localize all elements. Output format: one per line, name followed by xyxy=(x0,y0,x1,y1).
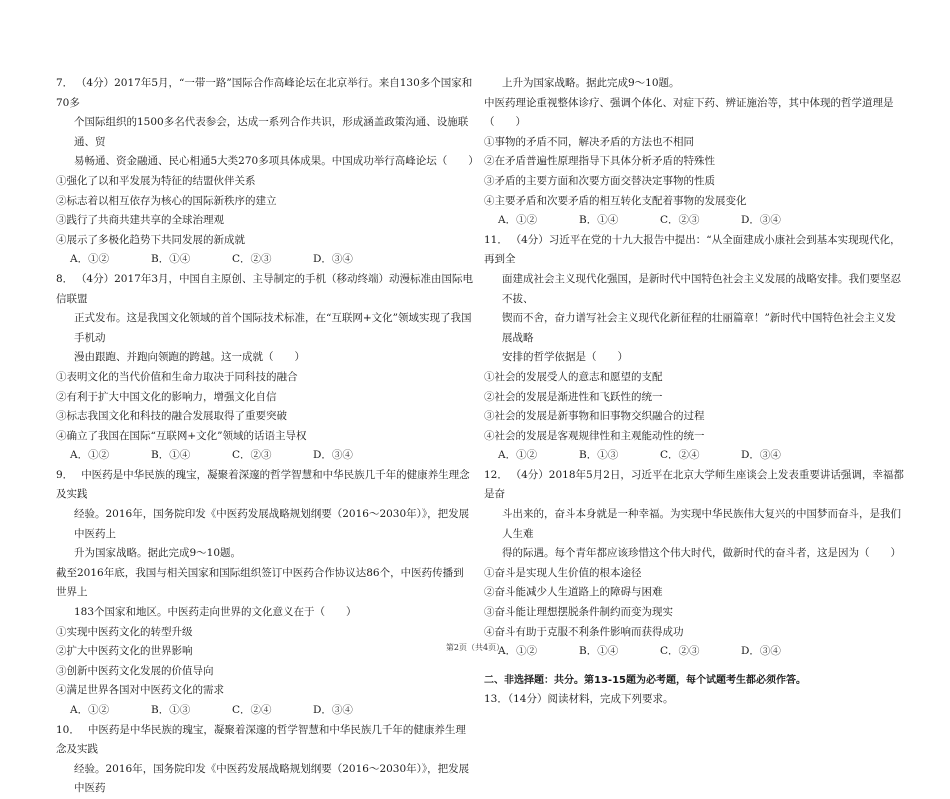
answer-choices xyxy=(484,211,904,231)
answer-b: B．①④ xyxy=(579,214,619,227)
question-stem: 183个国家和地区。中医药走向世界的文化意义在于（ ） xyxy=(74,606,357,619)
option: ②扩大中医药文化的世界影响 xyxy=(56,645,193,658)
answer-a: A．①② xyxy=(70,704,110,716)
answer-d: D．③④ xyxy=(313,253,353,266)
question-8 xyxy=(56,270,474,368)
question-number: 10． xyxy=(56,723,80,736)
option: ①实现中医药文化的转型升级 xyxy=(56,625,193,638)
answer-b: B．①④ xyxy=(151,253,191,266)
question-text: 易畅通、资金融通、民心相通5大类270多项具体成果。中国成功举行高峰论坛（ ） xyxy=(74,155,479,168)
question-text: 上升为国家战略。据此完成9～10题。 xyxy=(502,77,680,89)
question-text: 漫由跟跑、并跑向领跑的跨越。这一成就（ ） xyxy=(74,351,305,364)
option: ①强化了以和平发展为特征的结盟伙伴关系 xyxy=(56,174,256,187)
option: ①奋斗是实现人生价值的根本途径 xyxy=(484,566,642,579)
answer-choices xyxy=(56,446,474,466)
question-text: 面建成社会主义现代化强国，是新时代中国特色社会主义发展的战略安排。我们要坚忍不拔、 xyxy=(502,272,901,305)
question-text: 正式发布。这是我国文化领域的首个国际技术标准，在“互联网+文化”领域实现了我国手机动 xyxy=(74,312,472,344)
question-text: （4分）2018年5月2日，习近平在北京大学师生座谈会上发表重要讲话强调，幸福都是奋 xyxy=(484,468,904,501)
option: ②标志着以相互依存为核心的国际新秩序的建立 xyxy=(56,194,277,207)
option: ④奋斗有助于克服不利条件影响而获得成功 xyxy=(484,625,684,638)
option: ③践行了共商共建共享的全球治理观 xyxy=(56,214,224,227)
question-text: 中医药是中华民族的瑰宝，凝聚着深邃的哲学智慧和中华民族几千年的健康养生理念及实践 xyxy=(56,723,466,756)
answer-a: A．①② xyxy=(498,214,538,227)
right-column xyxy=(484,74,904,710)
question-number: 11． xyxy=(484,233,508,246)
question-text: 安排的哲学依据是（ ） xyxy=(502,351,628,364)
page-footer: 第2页（共4页） xyxy=(445,643,505,652)
answer-a: A．①② xyxy=(498,645,538,658)
option: ④满足世界各国对中医药文化的需求 xyxy=(56,684,224,697)
answer-a: A．①② xyxy=(498,449,538,462)
option: ②奋斗能减少人生道路上的障碍与困难 xyxy=(484,586,663,599)
option: ①社会的发展受人的意志和愿望的支配 xyxy=(484,370,663,383)
answer-c: C．②④ xyxy=(660,449,700,462)
option: ③创新中医药文化发展的价值导向 xyxy=(56,664,214,677)
option: ①事物的矛盾不同，解决矛盾的方法也不相同 xyxy=(484,135,694,148)
question-number: 9． xyxy=(56,468,74,481)
question-12 xyxy=(484,466,904,564)
question-number: 7． xyxy=(56,77,74,89)
question-stem: 截至2016年底，我国与相关国家和国际组织签订中医药合作协议达86个，中医药传播到世界上 xyxy=(56,566,464,599)
option: ④展示了多极化趋势下共同发展的新成就 xyxy=(56,233,245,246)
option: ③社会的发展是新事物和旧事物交织融合的过程 xyxy=(484,410,705,423)
question-9 xyxy=(56,466,474,564)
question-7 xyxy=(56,74,479,172)
question-text: 斗出来的，奋斗本身就是一种幸福。为实现中华民族伟大复兴的中国梦而奋斗，是我们人生难 xyxy=(502,508,901,540)
question-text: 经验。2016年，国务院印发《中医药发展战略规划纲要（2016～2030年）》，把发展中医药 xyxy=(74,762,470,795)
answer-c: C．②④ xyxy=(232,704,272,716)
answer-c: C．②③ xyxy=(232,253,272,266)
option: ③标志我国文化和科技的融合发展取得了重要突破 xyxy=(56,410,287,423)
answer-c: C．②③ xyxy=(232,449,272,462)
answer-a: A．①② xyxy=(70,449,110,462)
section-heading: 二、非选择题：共分。第13-15题为必考题，每个试题考生都必须作答。 xyxy=(484,674,806,686)
option: ④主要矛盾和次要矛盾的相互转化支配着事物的发展变化 xyxy=(484,194,747,207)
answer-d: D．③④ xyxy=(313,449,353,462)
option: ③奋斗能让理想摆脱条件制约而变为现实 xyxy=(484,606,673,619)
answer-c: C．②③ xyxy=(660,645,700,658)
question-stem: （ ） xyxy=(484,116,526,129)
answer-choices xyxy=(56,250,474,270)
question-text: 个国际组织的1500多名代表参会，达成一系列合作共识，形成涵盖政策沟通、设施联通、贸 xyxy=(74,116,469,148)
answer-d: D．③④ xyxy=(741,449,781,462)
option: ④社会的发展是客观规律性和主观能动性的统一 xyxy=(484,429,705,442)
answer-b: B．①④ xyxy=(579,645,619,658)
question-text: 经验。2016年，国务院印发《中医药发展战略规划纲要（2016～2030年）》，把发展中医药上 xyxy=(74,508,470,540)
option: ③矛盾的主要方面和次要方面交替决定事物的性质 xyxy=(484,174,715,187)
question-text: 升为国家战略。据此完成9～10题。 xyxy=(74,547,242,560)
option: ②有利于扩大中国文化的影响力，增强文化自信 xyxy=(56,390,277,403)
option: ②在矛盾普遍性原理指导下具体分析矛盾的特殊性 xyxy=(484,155,715,168)
question-11 xyxy=(484,231,904,368)
answer-choices xyxy=(56,701,474,721)
answer-b: B．①④ xyxy=(151,449,191,462)
answer-d: D．③④ xyxy=(741,645,781,658)
question-10 xyxy=(56,721,474,799)
question-text: （4分）2017年5月，“一带一路”国际合作高峰论坛在北京举行。来自130多个国家和70多 xyxy=(56,77,473,109)
question-text: （4分）2017年3月，中国自主原创、主导制定的手机（移动终端）动漫标准由国际电信联盟 xyxy=(56,272,474,305)
question-13: 13．（14分）阅读材料，完成下列要求。 xyxy=(484,693,674,706)
spacer xyxy=(484,662,904,671)
question-text: 中医药是中华民族的瑰宝，凝聚着深邃的哲学智慧和中华民族几千年的健康养生理念及实践 xyxy=(56,468,470,501)
question-text: （4分）习近平在党的十九大报告中提出：“从全面建成小康社会到基本实现现代化，再到全 xyxy=(484,233,901,266)
answer-d: D．③④ xyxy=(313,704,353,716)
question-stem: 中医药理论重视整体诊疗、强调个体化、对症下药、辨证施治等，其中体现的哲学道理是 xyxy=(484,96,894,109)
question-number: 12． xyxy=(484,468,508,481)
answer-b: B．①③ xyxy=(579,449,619,462)
answer-d: D．③④ xyxy=(741,214,781,227)
answer-choices xyxy=(484,446,904,466)
option: ④确立了我国在国际“互联网+文化”领域的话语主导权 xyxy=(56,429,307,442)
option: ②社会的发展是渐进性和飞跃性的统一 xyxy=(484,390,663,403)
option: ①表明文化的当代价值和生命力取决于同科技的融合 xyxy=(56,370,298,383)
answer-b: B．①③ xyxy=(151,704,191,716)
question-text: 得的际遇。每个青年都应该珍惜这个伟大时代，做新时代的奋斗者，这是因为（ ） xyxy=(502,547,901,560)
question-number: 8． xyxy=(56,272,74,285)
question-text: 锲而不舍，奋力谱写社会主义现代化新征程的壮丽篇章！”新时代中国特色社会主义发展战略 xyxy=(502,312,896,344)
answer-a: A．①② xyxy=(70,253,110,266)
answer-c: C．②③ xyxy=(660,214,700,227)
